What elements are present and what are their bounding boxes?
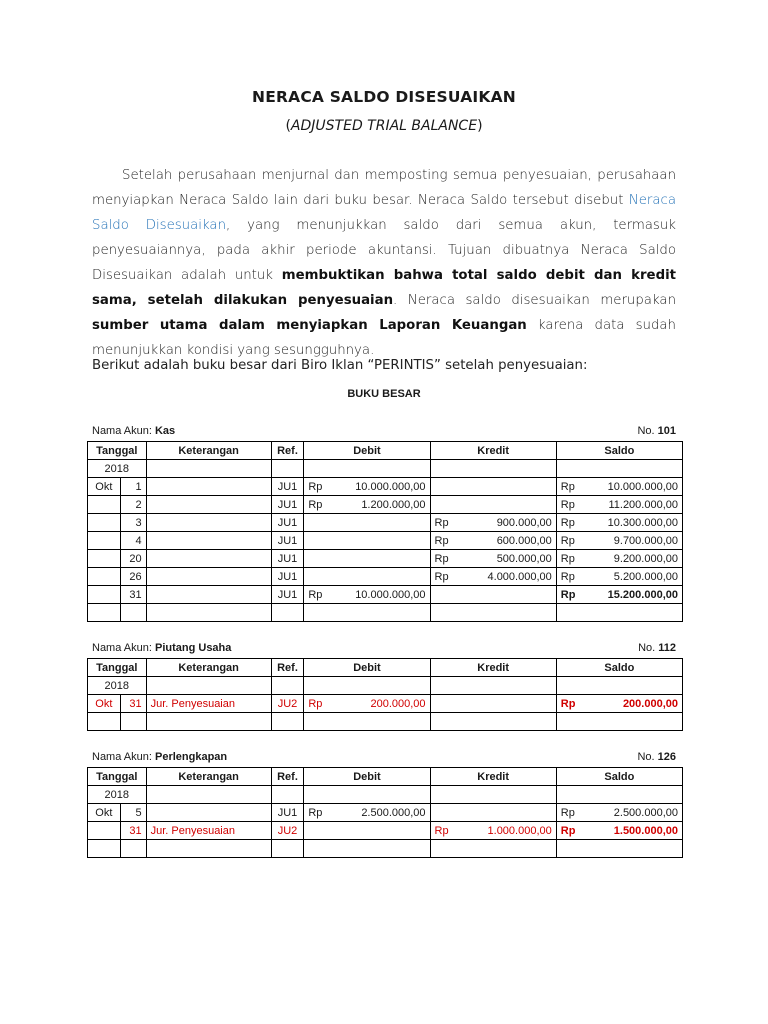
- currency-label: Rp: [434, 534, 449, 547]
- account-name: Kas: [154, 425, 176, 437]
- description-cell: Jur. Penyesuaian: [146, 822, 271, 840]
- account-name: Perlengkapan: [154, 751, 228, 763]
- amount-value: 200.000,00: [622, 697, 678, 710]
- balance-cell: [556, 496, 682, 514]
- empty-cell: [146, 677, 271, 695]
- col-header-ref: Ref.: [271, 659, 304, 677]
- empty-cell: [304, 713, 430, 731]
- para-text-1: Setelah perusahaan menjurnal dan memposting semua penyesuaian, perusahaan menyiapkan Neraca Saldo lain dari buku besar. Neraca Saldo tersebut disebut: [92, 168, 676, 208]
- day-cell: 20: [120, 550, 146, 568]
- credit-cell: [430, 514, 556, 532]
- para-text-3: . Neraca saldo disesuaikan merupakan: [393, 293, 676, 308]
- ref-cell: JU1: [271, 532, 304, 550]
- balance-cell-amount: [561, 553, 678, 565]
- page-subtitle: (ADJUSTED TRIAL BALANCE): [285, 118, 483, 134]
- ref-cell: JU1: [271, 568, 304, 586]
- credit-cell: [430, 822, 556, 840]
- amount-value: 2.500.000,00: [361, 806, 426, 819]
- year-row: [88, 786, 683, 804]
- amount-value: 500.000,00: [496, 552, 552, 565]
- account-name-label: Nama Akun: Perlengkapan: [92, 751, 228, 763]
- balance-cell-amount: [561, 517, 678, 529]
- debit-cell: [304, 514, 430, 532]
- account-name-label: Nama Akun: Kas: [92, 425, 176, 437]
- debit-cell: [304, 822, 430, 840]
- currency-label: Rp: [308, 480, 323, 493]
- debit-cell: [304, 532, 430, 550]
- para-text-4: karena data sudah menunjukkan kondisi yang sesungguhnya.: [92, 318, 676, 358]
- currency-label: Rp: [560, 588, 576, 601]
- table-row: [88, 514, 683, 532]
- description-cell: [146, 550, 271, 568]
- credit-cell-amount: [435, 553, 552, 565]
- debit-cell: [304, 804, 430, 822]
- month-cell: [88, 550, 121, 568]
- empty-cell: [304, 840, 430, 858]
- empty-cell: [146, 713, 271, 731]
- subtitle-text: ADJUSTED TRIAL BALANCE: [290, 118, 478, 134]
- credit-cell-amount: [435, 517, 552, 529]
- balance-cell: [556, 695, 682, 713]
- empty-cell: [146, 604, 271, 622]
- col-header-keterangan: Keterangan: [146, 659, 271, 677]
- balance-cell-amount: [561, 807, 678, 819]
- debit-cell-amount: [308, 807, 425, 819]
- amount-value: 5.200.000,00: [613, 570, 678, 583]
- month-cell: [88, 496, 121, 514]
- currency-label: Rp: [560, 824, 576, 837]
- account-number: No. 101: [637, 425, 676, 437]
- ref-cell: JU1: [271, 478, 304, 496]
- credit-cell: [430, 550, 556, 568]
- empty-cell: [304, 460, 430, 478]
- debit-cell: [304, 496, 430, 514]
- ledger-header-row: [88, 659, 683, 677]
- empty-cell: [271, 677, 304, 695]
- credit-cell: [430, 496, 556, 514]
- empty-cell: [271, 604, 304, 622]
- amount-value: 200.000,00: [370, 697, 426, 710]
- empty-cell: [271, 786, 304, 804]
- balance-cell-amount: [561, 589, 678, 601]
- empty-cell: [430, 677, 556, 695]
- amount-value: 10.000.000,00: [607, 480, 678, 493]
- empty-row: [88, 840, 683, 858]
- account-number-value: 101: [657, 425, 676, 437]
- currency-label: Rp: [308, 697, 323, 710]
- currency-label: Rp: [560, 570, 575, 583]
- table-row: [88, 804, 683, 822]
- month-cell: Okt: [88, 478, 121, 496]
- balance-cell: [556, 804, 682, 822]
- day-cell: 5: [120, 804, 146, 822]
- empty-row: [88, 604, 683, 622]
- empty-cell: [430, 460, 556, 478]
- description-cell: [146, 586, 271, 604]
- ref-cell: JU1: [271, 586, 304, 604]
- currency-label: Rp: [308, 588, 323, 601]
- ref-cell: JU1: [271, 804, 304, 822]
- credit-cell: [430, 532, 556, 550]
- table-row: [88, 550, 683, 568]
- table-row: [88, 568, 683, 586]
- day-cell: 4: [120, 532, 146, 550]
- amount-value: 9.200.000,00: [613, 552, 678, 565]
- empty-cell: [146, 840, 271, 858]
- table-row: [88, 532, 683, 550]
- page-title: NERACA SALDO DISESUAIKAN: [252, 88, 516, 106]
- col-header-tanggal: Tanggal: [88, 442, 147, 460]
- ledger-intro: Berikut adalah buku besar dari Biro Iklan “PERINTIS” setelah penyesuaian:: [92, 358, 588, 373]
- credit-cell-amount: [435, 535, 552, 547]
- amount-value: 9.700.000,00: [613, 534, 678, 547]
- empty-cell: [430, 786, 556, 804]
- empty-cell: [430, 713, 556, 731]
- para-bold-1: membuktikan bahwa total saldo debit dan kredit sama, setelah dilakukan penyesuaian: [92, 268, 676, 308]
- empty-cell: [556, 460, 682, 478]
- intro-paragraph: [92, 163, 676, 363]
- credit-cell-amount: [435, 571, 552, 583]
- amount-value: 4.000.000,00: [487, 570, 552, 583]
- ledger-header-row: [88, 442, 683, 460]
- year-cell: 2018: [88, 786, 147, 804]
- currency-label: Rp: [560, 806, 575, 819]
- account-number: No. 112: [638, 642, 676, 654]
- day-cell: 3: [120, 514, 146, 532]
- empty-cell: [88, 604, 121, 622]
- empty-cell: [556, 677, 682, 695]
- amount-value: 900.000,00: [496, 516, 552, 529]
- debit-cell-amount: [308, 499, 425, 511]
- balance-cell-amount: [561, 698, 678, 710]
- ref-cell: JU1: [271, 496, 304, 514]
- balance-cell-amount: [561, 535, 678, 547]
- debit-cell-amount: [308, 481, 425, 493]
- empty-cell: [304, 604, 430, 622]
- month-cell: Okt: [88, 695, 121, 713]
- empty-cell: [304, 677, 430, 695]
- debit-cell-amount: [308, 698, 425, 710]
- currency-label: Rp: [560, 498, 575, 511]
- empty-cell: [271, 713, 304, 731]
- currency-label: Rp: [560, 516, 575, 529]
- day-cell: 2: [120, 496, 146, 514]
- col-header-kredit: Kredit: [430, 768, 556, 786]
- col-header-saldo: Saldo: [556, 768, 682, 786]
- credit-cell: [430, 568, 556, 586]
- balance-cell: [556, 568, 682, 586]
- day-cell: 1: [120, 478, 146, 496]
- year-row: [88, 677, 683, 695]
- amount-value: 11.200.000,00: [608, 498, 678, 511]
- para-bold-2: sumber utama dalam menyiapkan Laporan Keuangan: [92, 318, 527, 333]
- ledger-table: [87, 441, 683, 622]
- empty-cell: [430, 604, 556, 622]
- ref-cell: JU2: [271, 695, 304, 713]
- col-header-kredit: Kredit: [430, 659, 556, 677]
- amount-value: 1.200.000,00: [361, 498, 426, 511]
- balance-cell: [556, 586, 682, 604]
- balance-cell: [556, 550, 682, 568]
- balance-cell: [556, 514, 682, 532]
- amount-value: 10.000.000,00: [355, 588, 426, 601]
- debit-cell: [304, 568, 430, 586]
- col-header-keterangan: Keterangan: [146, 768, 271, 786]
- account-name: Piutang Usaha: [154, 642, 232, 654]
- col-header-tanggal: Tanggal: [88, 659, 147, 677]
- col-header-debit: Debit: [304, 768, 430, 786]
- amount-value: 1.500.000,00: [613, 824, 678, 837]
- col-header-kredit: Kredit: [430, 442, 556, 460]
- currency-label: Rp: [308, 498, 323, 511]
- balance-cell: [556, 478, 682, 496]
- empty-cell: [271, 460, 304, 478]
- ref-cell: JU2: [271, 822, 304, 840]
- debit-cell: [304, 586, 430, 604]
- ref-cell: JU1: [271, 514, 304, 532]
- credit-cell: [430, 695, 556, 713]
- table-row: [88, 496, 683, 514]
- table-row: [88, 822, 683, 840]
- empty-cell: [271, 840, 304, 858]
- ledger-title: BUKU BESAR: [347, 388, 421, 400]
- empty-cell: [88, 713, 121, 731]
- currency-label: Rp: [434, 570, 449, 583]
- balance-cell-amount: [561, 825, 678, 837]
- credit-cell-amount: [435, 825, 552, 837]
- day-cell: 31: [120, 695, 146, 713]
- amount-value: 600.000,00: [496, 534, 552, 547]
- amount-value: 1.000.000,00: [487, 824, 552, 837]
- debit-cell: [304, 550, 430, 568]
- balance-cell: [556, 822, 682, 840]
- currency-label: Rp: [560, 552, 575, 565]
- amount-value: 15.200.000,00: [607, 588, 678, 601]
- para-text-2: , yang menunjukkan saldo dari semua akun, termasuk penyesuaiannya, pada akhir periode akuntansi. Tujuan dibuatnya Neraca Saldo Disesuaikan adalah untuk: [92, 218, 676, 283]
- empty-cell: [120, 604, 146, 622]
- balance-cell-amount: [561, 499, 678, 511]
- year-cell: 2018: [88, 677, 147, 695]
- balance-cell-amount: [561, 481, 678, 493]
- month-cell: [88, 532, 121, 550]
- table-row: [88, 586, 683, 604]
- day-cell: 31: [120, 586, 146, 604]
- empty-cell: [120, 840, 146, 858]
- amount-value: 10.000.000,00: [355, 480, 426, 493]
- para-highlight: Neraca Saldo Disesuaikan: [92, 193, 676, 233]
- col-header-saldo: Saldo: [556, 659, 682, 677]
- empty-cell: [556, 604, 682, 622]
- balance-cell: [556, 532, 682, 550]
- empty-cell: [556, 713, 682, 731]
- empty-cell: [430, 840, 556, 858]
- day-cell: 31: [120, 822, 146, 840]
- credit-cell: [430, 586, 556, 604]
- month-cell: [88, 514, 121, 532]
- currency-label: Rp: [434, 824, 449, 837]
- ledger-table: [87, 767, 683, 858]
- table-row: [88, 695, 683, 713]
- currency-label: Rp: [434, 552, 449, 565]
- col-header-tanggal: Tanggal: [88, 768, 147, 786]
- day-cell: 26: [120, 568, 146, 586]
- ledger-header-row: [88, 768, 683, 786]
- account-number-value: 112: [658, 642, 676, 654]
- month-cell: [88, 568, 121, 586]
- col-header-ref: Ref.: [271, 768, 304, 786]
- empty-cell: [88, 840, 121, 858]
- ref-cell: JU1: [271, 550, 304, 568]
- currency-label: Rp: [434, 516, 449, 529]
- col-header-saldo: Saldo: [556, 442, 682, 460]
- credit-cell: [430, 804, 556, 822]
- debit-cell-amount: [308, 589, 425, 601]
- description-cell: [146, 478, 271, 496]
- debit-cell: [304, 695, 430, 713]
- ledger-table: [87, 658, 683, 731]
- description-cell: Jur. Penyesuaian: [146, 695, 271, 713]
- empty-cell: [556, 786, 682, 804]
- currency-label: Rp: [560, 697, 576, 710]
- account-name-label: Nama Akun: Piutang Usaha: [92, 642, 232, 654]
- account-number: No. 126: [637, 751, 676, 763]
- credit-cell: [430, 478, 556, 496]
- table-row: [88, 478, 683, 496]
- empty-cell: [120, 713, 146, 731]
- account-number-value: 126: [657, 751, 676, 763]
- description-cell: [146, 496, 271, 514]
- description-cell: [146, 532, 271, 550]
- amount-value: 10.300.000,00: [607, 516, 678, 529]
- year-row: [88, 460, 683, 478]
- empty-cell: [304, 786, 430, 804]
- debit-cell: [304, 478, 430, 496]
- col-header-debit: Debit: [304, 442, 430, 460]
- amount-value: 2.500.000,00: [613, 806, 678, 819]
- balance-cell-amount: [561, 571, 678, 583]
- month-cell: [88, 822, 121, 840]
- empty-cell: [146, 786, 271, 804]
- empty-cell: [146, 460, 271, 478]
- month-cell: [88, 586, 121, 604]
- col-header-ref: Ref.: [271, 442, 304, 460]
- col-header-debit: Debit: [304, 659, 430, 677]
- month-cell: Okt: [88, 804, 121, 822]
- col-header-keterangan: Keterangan: [146, 442, 271, 460]
- currency-label: Rp: [560, 480, 575, 493]
- year-cell: 2018: [88, 460, 147, 478]
- currency-label: Rp: [560, 534, 575, 547]
- currency-label: Rp: [308, 806, 323, 819]
- empty-row: [88, 713, 683, 731]
- description-cell: [146, 514, 271, 532]
- description-cell: [146, 804, 271, 822]
- description-cell: [146, 568, 271, 586]
- empty-cell: [556, 840, 682, 858]
